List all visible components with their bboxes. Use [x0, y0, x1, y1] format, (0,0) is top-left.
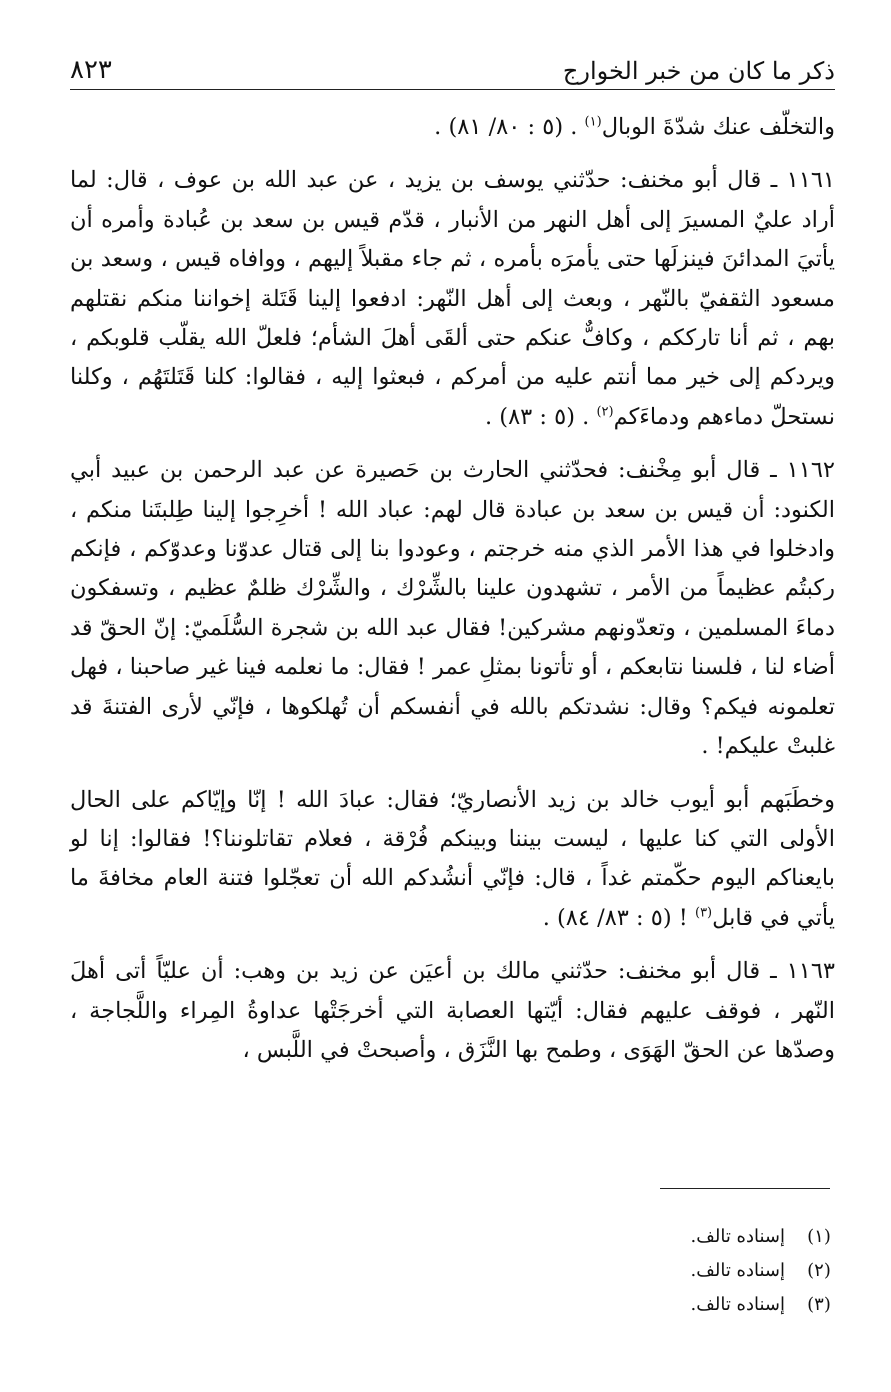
footnote-marker: (٢) — [596, 404, 614, 420]
footnote-marker: (١) — [584, 114, 602, 130]
paragraph — [70, 451, 835, 766]
running-header — [70, 55, 835, 90]
footnote-separator — [660, 1188, 830, 1189]
footnote-text: إسناده تالف. — [690, 1294, 785, 1315]
footnote — [560, 1288, 835, 1322]
footnote-text: إسناده تالف. — [690, 1260, 785, 1281]
paragraph-text: ١١٦١ ـ قال أبو مخنف: حدّثني يوسف بن يزيد ، عن عبد الله بن عوف ، قال: لما أراد عليٌ المسيرَ إلى أهل النهر من الأنبار ، قدّم قيس بن سعد بن عُبادة وأمره أن يأتيَ المدائنَ فينزلَها حتى يأمرَه بأمره ، ثم جاء مقبلاً إليهم ، ووافاه قيس ، وسعد بن مسعود الثقفيّ بالنّهر ، وبعث إلى أهل النّهر: ادفعوا إلينا قَتَلة إخواننا منكم نقتلهم بهم ، ثم أنا تارككم ، وكافٌّ عنكم حتى ألقَى أهلَ الشأم؛ فلعلّ الله يقلّب قلوبكم ، ويردكم إلى خير مما أنتم عليه من أمركم ، فبعثوا إليه ، فقالوا: كلنا قَتَلتَهُم ، وكلنا نستحلّ دماءهم ودماءَكم — [70, 167, 835, 430]
footnote — [560, 1220, 835, 1254]
footnote-number: (٢) — [807, 1260, 831, 1281]
footnote — [560, 1254, 835, 1288]
footnote-text: إسناده تالف. — [690, 1226, 785, 1247]
citation: . (٥ : ٨٣) . — [484, 403, 597, 430]
citation: . (٥ : ٨٠/ ٨١) . — [434, 114, 585, 140]
citation: ! (٥ : ٨٣/ ٨٤) . — [542, 904, 695, 931]
paragraph — [70, 108, 835, 147]
paragraph — [70, 781, 835, 939]
footnote-number: (١) — [807, 1226, 831, 1247]
page-number: ٨٢٣ — [70, 55, 112, 85]
paragraph-text: ١١٦٢ ـ قال أبو مِخْنف: فحدّثني الحارث بن حَصيرة عن عبد الرحمن بن عبيد أبي الكنود: أن قيس بن سعد بن عبادة قال لهم: عباد الله ! أخرِجوا إلينا طِلبتَنا منكم ، وادخلوا في هذا الأمر الذي منه خرجتم ، وعودوا بنا إلى قتال عدوّنا وعدوّكم ، فإنكم ركبتُم عظيماً من الأمر ، تشهدون علينا بالشِّرْك ، والشِّرْك ظلمٌ عظيم ، وتسفكون دماءَ المسلمين ، وتعدّونهم مشركين! فقال عبد الله بن شجرة السُّلَميّ: إنّ الحقّ قد أضاء لنا ، فلسنا نتابعكم ، أو تأتونا بمثلِ عمر ! فقال: ما نعلمه فينا غير صاحبنا ، فهل تعلمونه فيكم؟ وقال: نشدتكم بالله في أنفسكم أن تُهلكوها ، فإنّي لأرى الفتنةَ قد غلبتْ عليكم! . — [70, 457, 835, 760]
footnote-marker: (٣) — [694, 905, 713, 921]
paragraph-text: ١١٦٣ ـ قال أبو مخنف: حدّثني مالك بن أعيَن عن زيد بن وهب: أن عليّاً أتى أهلَ النّهر ، فوقف عليهم فقال: أيّتها العصابة التي أخرجَتْها عداوةُ المِراء واللَّجاجة ، وصدّها عن الحقّ الهَوَى ، وطمح بها النَّزَق ، وأصبحتْ في اللَّبس ، — [70, 958, 835, 1063]
body-text — [70, 108, 835, 1070]
paragraph-text: والتخلّف عنك شدّةَ الوبال — [601, 114, 835, 140]
paragraph — [70, 161, 835, 437]
header-title: ذكر ما كان من خبر الخوارج — [562, 57, 835, 85]
paragraph-text: وخطَبَهم أبو أيوب خالد بن زيد الأنصاريّ؛ فقال: عبادَ الله ! إنّا وإيّاكم على الحال الأولى التي كنا عليها ، ليست بيننا وبينكم فُرْقة ، فعلام تقاتلوننا؟! فقالوا: إنا لو بايعناكم اليوم حكّمتم غداً ، قال: فإنّي أنشُدكم الله أن تعجّلوا فتنة العام مخافةَ ما يأتي في قابل — [70, 786, 835, 931]
page — [70, 55, 835, 1084]
footnote-number: (٣) — [807, 1294, 831, 1315]
footnotes — [560, 1220, 835, 1322]
paragraph — [70, 952, 835, 1070]
